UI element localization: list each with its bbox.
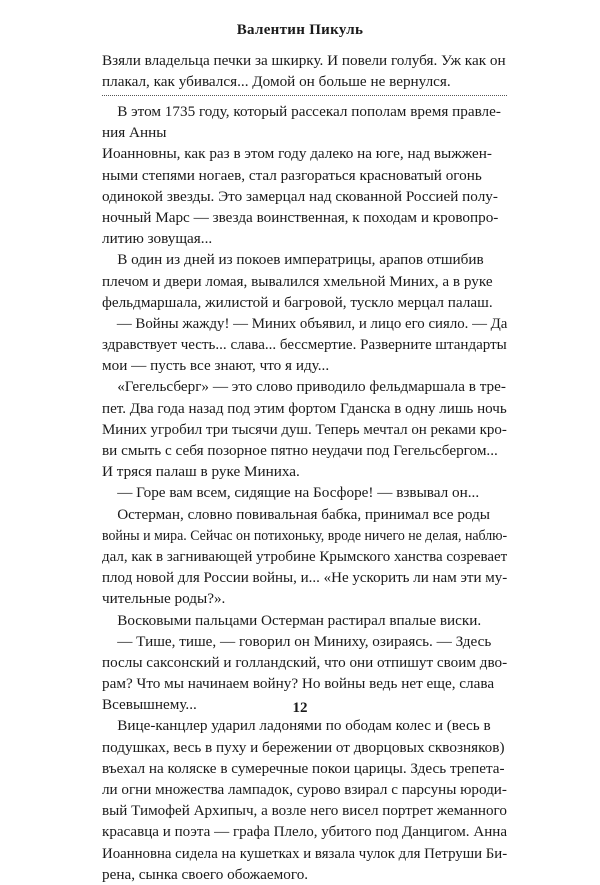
text-line: рам? Что мы начинаем войну? Но войны ведь нет еще, слава	[102, 675, 495, 693]
intro-line: плакал, как убивался... Домой он больше не вернулся.	[102, 73, 451, 91]
text-line: Миних угробил три тысячи душ. Теперь мечтал он реками кро-	[102, 420, 507, 438]
page-number: 12	[292, 700, 308, 716]
text-line: ными степями ногаев, стал разгораться красноватый огонь	[102, 166, 482, 184]
text-line: «Гегельсберг» — это слово приводило фельдмаршала в тре-	[102, 378, 506, 396]
text-line: въехал на коляске в сумеречные покои царицы. Здесь трепета-	[102, 759, 505, 777]
dotted-separator	[102, 95, 507, 96]
text-line: Восковыми пальцами Остерман растирал впалые виски.	[102, 611, 482, 629]
text-line: ния Анны	[102, 124, 167, 142]
text-line: рена, сынка своего обожаемого.	[102, 865, 309, 883]
text-line: плод новой для России войны, и... «Не ускорить ли нам эти му-	[102, 569, 508, 587]
text-line: мои — пусть все знают, что я иду...	[102, 357, 330, 375]
text-line: фельдмаршала, жилистой и багровой, тускло мерцал палаш.	[102, 293, 493, 311]
text-line: ли огни множества лампадок, сурово взирал с парсуны юроди-	[102, 781, 507, 798]
text-line: Всевышнему...	[102, 696, 197, 714]
intro-line: Взяли владельца печки за шкирку. И повели голубя. Уж как он	[102, 52, 506, 69]
text-line: ви смыть с себя позорное пятно неудачи под Гегельсбергом...	[102, 442, 498, 459]
text-line: здравствует честь... слава... бессмертие. Разверните штандарты	[102, 336, 507, 354]
text-line: В один из дней из покоев императрицы, арапов отшибив	[102, 251, 484, 269]
text-line: дал, как в загнивающей утробине Крымского ханства созревает	[102, 547, 508, 565]
text-line: — Войны жажду! — Миних объявил, и лицо его сияло. — Да	[102, 314, 508, 332]
text-line: Остерман, словно повивальная бабка, принимал все роды	[102, 505, 490, 523]
text-line: В этом 1735 году, который рассекал пополам время правле-	[102, 103, 501, 120]
text-line: подушках, весь в пуху и бережении от дворцовых сквозняков)	[102, 738, 505, 756]
text-line: пет. Два года назад под этим фортом Гданска в одну лишь ночь	[102, 399, 507, 417]
text-line: красавца и поэта — графа Плело, убитого под Данцигом. Анна	[102, 823, 508, 841]
text-line: одинокой звезды. Это замерцал над скованной Россией полу-	[102, 187, 498, 205]
text-line: Иоанновны, как раз в этом году далеко на юге, над выжжен-	[102, 145, 492, 163]
text-line: Иоанновна сидела на кушетках и вязала чулок для Петруши Би-	[102, 844, 508, 862]
text-line: войны и мира. Сейчас он потихоньку, вроде ничего не делая, наблю-	[102, 526, 508, 544]
text-line: чительные роды?».	[102, 590, 226, 608]
text-line: — Горе вам всем, сидящие на Босфоре! — взвывал он...	[102, 484, 480, 502]
text-line: вый Тимофей Архипыч, а возле него висел портрет жеманного	[102, 802, 507, 820]
text-line: литию зовущая...	[102, 230, 213, 248]
text-line: Вице-канцлер ударил ладонями по ободам колес и (весь в	[102, 717, 491, 735]
text-line: плечом и двери ломая, вывалился хмельной Миних, а в руке	[102, 272, 493, 290]
text-line: И тряся палаш в руке Миниха.	[102, 463, 300, 481]
text-line: — Тише, тише, — говорил он Миниху, озираясь. — Здесь	[102, 632, 492, 650]
running-head-author: Валентин Пикуль	[236, 22, 364, 38]
intro-paragraph	[102, 50, 507, 92]
text-line: ночный Марс — звезда воинственная, к походам и кровопро-	[102, 208, 499, 226]
main-text	[102, 101, 507, 885]
text-line: послы саксонский и голландский, что они отпишут своим дво-	[102, 653, 508, 671]
